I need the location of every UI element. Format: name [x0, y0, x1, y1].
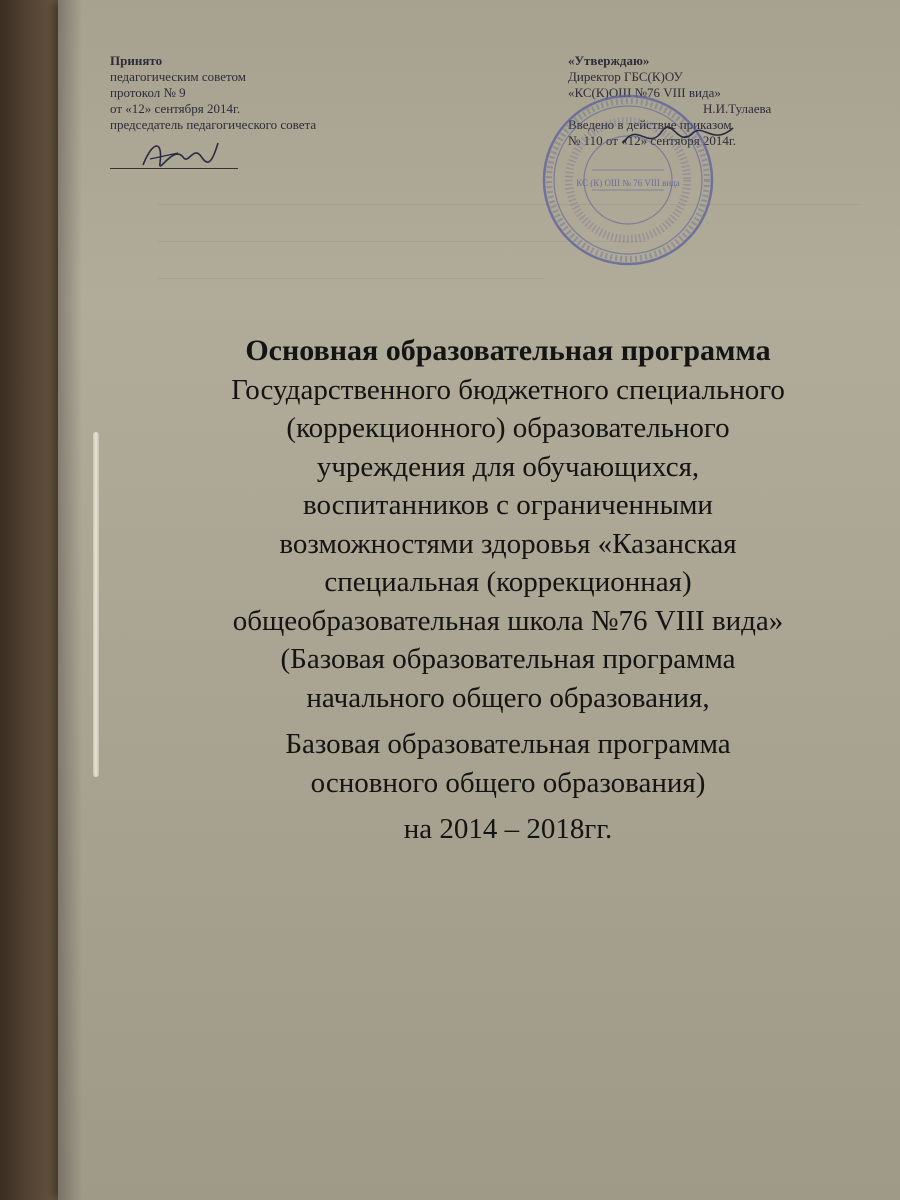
body-line: воспитанников с ограниченными	[303, 489, 713, 521]
program-title: Основная образовательная программа	[245, 334, 771, 367]
handwritten-signature-left	[138, 135, 228, 180]
body-line: (Базовая образовательная программа	[280, 643, 736, 675]
order-label: Введено в действие приказом	[568, 117, 732, 132]
binding-thread	[93, 432, 99, 777]
body-line: учреждения для обучающихся,	[316, 450, 700, 483]
approval-heading: Принято	[110, 53, 163, 68]
protocol-number: протокол № 9	[110, 85, 186, 100]
body-line: основного общего образования)	[310, 766, 706, 799]
approval-line: педагогическим советом	[110, 69, 246, 84]
stamp-text: КС (К) ОШ № 76 VIII вида	[576, 178, 680, 188]
body-line: (коррекционного) образовательного	[286, 412, 730, 444]
bleed-through-lines	[158, 190, 860, 279]
body-line: начального общего образования,	[306, 681, 710, 714]
handwritten-signature-right	[618, 118, 738, 158]
school-abbreviation: «КС(К)ОШ №76 VIII вида»	[568, 85, 721, 100]
body-line: Базовая образовательная программа	[285, 728, 731, 760]
order-number: № 110 от «12» сентября 2014г.	[568, 133, 737, 148]
document-page	[58, 0, 900, 1200]
date-range: на 2014 – 2018гг.	[403, 813, 613, 845]
page-shadow	[58, 0, 82, 1200]
body-line: Государственного бюджетного специального	[231, 373, 785, 406]
approval-date: от «12» сентября 2014г.	[110, 101, 241, 116]
chairman-label: председатель педагогического совета	[110, 117, 317, 132]
body-line: возможностями здоровья «Казанская	[279, 527, 737, 560]
approval-block	[110, 53, 440, 133]
confirmation-heading: «Утверждаю»	[568, 53, 650, 68]
body-line: специальная (коррекционная)	[324, 566, 692, 598]
director-title: Директор ГБС(К)ОУ	[568, 69, 683, 84]
director-name: Н.И.Тулаева	[703, 101, 772, 116]
program-title-block	[148, 332, 868, 849]
body-line: общеобразовательная школа №76 VIII вида»	[232, 604, 784, 637]
